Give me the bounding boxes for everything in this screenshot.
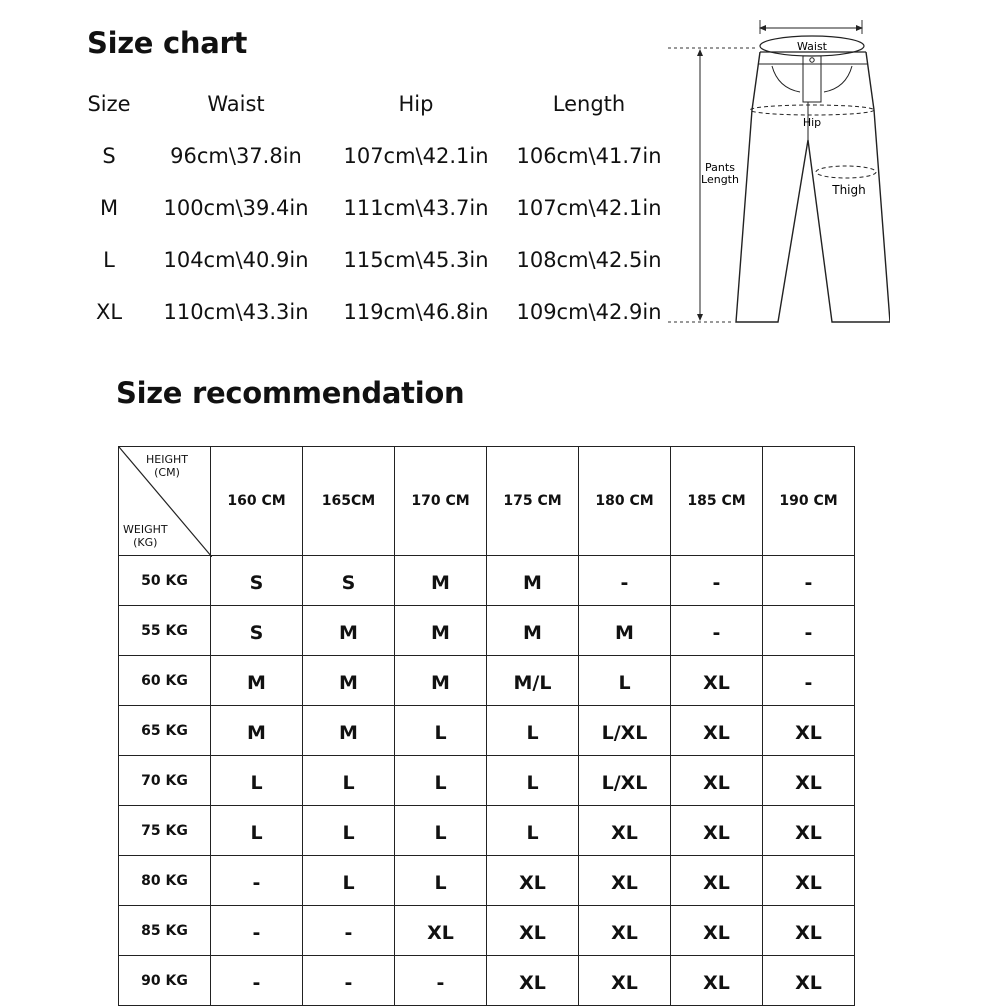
size-recommendation-cell: L [395,856,487,906]
size-recommendation-cell: L [303,806,395,856]
size-recommendation-cell: - [211,906,303,956]
thigh-label: Thigh [832,183,866,197]
size-recommendation-cell: XL [763,906,855,956]
weight-cell: 65 KG [119,706,211,756]
size-cell: L [103,248,115,272]
height-header-cell: 180 CM [579,447,671,556]
size-recommendation-cell: XL [671,956,763,1006]
header-size: Size [87,92,131,116]
size-recommendation-cell: M [487,556,579,606]
size-recommendation-cell: M [395,556,487,606]
size-recommendation-cell: - [671,556,763,606]
length-cell: 106cm\41.7in [516,144,662,168]
recommendation-rows [119,556,855,1006]
size-row-xl [78,300,678,352]
hip-cell: 119cm\46.8in [343,300,489,324]
waist-cell: 100cm\39.4in [163,196,309,220]
length-cell: 108cm\42.5in [516,248,662,272]
size-recommendation-cell: L/XL [579,756,671,806]
size-recommendation-title: Size recommendation [116,376,465,410]
corner-header-cell [119,447,211,556]
size-chart-table [78,92,678,352]
length-cell: 107cm\42.1in [516,196,662,220]
size-recommendation-cell: XL [395,906,487,956]
weight-row [119,906,855,956]
size-recommendation-cell: XL [579,906,671,956]
pants-diagram [664,14,890,334]
size-row-s [78,144,678,196]
corner-height-unit: (CM) [154,466,180,479]
size-recommendation-cell: L [579,656,671,706]
size-recommendation-cell: - [763,656,855,706]
weight-row [119,856,855,906]
height-header-cell: 190 CM [763,447,855,556]
waist-cell: 110cm\43.3in [163,300,309,324]
header-length: Length [552,92,626,116]
height-header-cell: 175 CM [487,447,579,556]
size-recommendation-cell: - [303,906,395,956]
size-recommendation-cell: L [395,756,487,806]
size-chart-title: Size chart [87,26,248,60]
hip-label: Hip [802,116,822,129]
size-recommendation-cell: M [303,606,395,656]
size-row-m [78,196,678,248]
size-recommendation-cell: XL [763,956,855,1006]
length-cell: 109cm\42.9in [516,300,662,324]
weight-cell: 75 KG [119,806,211,856]
size-recommendation-cell: XL [671,656,763,706]
size-recommendation-cell: XL [671,856,763,906]
size-recommendation-cell: - [763,606,855,656]
size-recommendation-cell: - [671,606,763,656]
size-recommendation-cell: XL [579,856,671,906]
size-recommendation-cell: XL [671,756,763,806]
corner-weight-unit: (KG) [133,536,158,549]
size-recommendation-cell: L [211,756,303,806]
weight-row [119,956,855,1006]
header-waist: Waist [207,92,265,116]
size-recommendation-cell: M [211,656,303,706]
hip-cell: 107cm\42.1in [343,144,489,168]
size-recommendation-cell: - [211,956,303,1006]
size-recommendation-cell: XL [579,806,671,856]
size-recommendation-cell: S [303,556,395,606]
size-recommendation-cell: M [303,706,395,756]
size-recommendation-cell: L [487,806,579,856]
weight-row [119,556,855,606]
height-header-row [119,447,855,556]
size-recommendation-cell: XL [579,956,671,1006]
size-row-l [78,248,678,300]
weight-cell: 50 KG [119,556,211,606]
size-cell: XL [95,300,123,324]
weight-row [119,606,855,656]
weight-cell: 90 KG [119,956,211,1006]
waist-cell: 96cm\37.8in [170,144,302,168]
size-recommendation-cell: XL [671,706,763,756]
size-recommendation-cell: - [211,856,303,906]
size-recommendation-cell: XL [763,856,855,906]
size-recommendation-cell: L [211,806,303,856]
waist-cell: 104cm\40.9in [163,248,309,272]
size-recommendation-cell: M [395,606,487,656]
weight-row [119,706,855,756]
size-recommendation-cell: M/L [487,656,579,706]
size-recommendation-cell: L [487,706,579,756]
corner-weight-label [123,523,168,549]
header-hip: Hip [398,92,434,116]
hip-cell: 115cm\45.3in [343,248,489,272]
height-header-cell: 185 CM [671,447,763,556]
size-recommendation-cell: XL [487,906,579,956]
waist-label: Waist [796,40,828,53]
weight-cell: 55 KG [119,606,211,656]
size-recommendation-cell: S [211,606,303,656]
corner-weight-text: WEIGHT [123,523,168,536]
size-recommendation-cell: M [395,656,487,706]
size-recommendation-cell: M [211,706,303,756]
size-recommendation-cell: L/XL [579,706,671,756]
size-cell: M [99,196,119,220]
size-cell: S [102,144,116,168]
weight-row [119,756,855,806]
size-recommendation-cell: L [395,806,487,856]
size-recommendation-cell: - [303,956,395,1006]
corner-height-label [146,453,188,479]
size-recommendation-cell: XL [763,756,855,806]
corner-height-text: HEIGHT [146,453,188,466]
weight-row [119,656,855,706]
weight-cell: 85 KG [119,906,211,956]
pants-length-label-1: Pants [705,161,735,174]
weight-cell: 80 KG [119,856,211,906]
weight-row [119,806,855,856]
weight-cell: 70 KG [119,756,211,806]
size-recommendation-cell: L [303,856,395,906]
size-recommendation-cell: XL [763,706,855,756]
hip-cell: 111cm\43.7in [343,196,489,220]
size-recommendation-cell: M [303,656,395,706]
height-header-cell: 170 CM [395,447,487,556]
size-recommendation-cell: XL [671,906,763,956]
size-recommendation-cell: M [487,606,579,656]
size-recommendation-cell: L [487,756,579,806]
size-recommendation-cell: XL [487,956,579,1006]
size-recommendation-cell: L [395,706,487,756]
size-recommendation-cell: XL [487,856,579,906]
height-header-cell: 165CM [303,447,395,556]
weight-cell: 60 KG [119,656,211,706]
size-recommendation-cell: L [303,756,395,806]
size-recommendation-cell: XL [671,806,763,856]
size-recommendation-cell: XL [763,806,855,856]
size-recommendation-cell: - [395,956,487,1006]
height-header-cell: 160 CM [211,447,303,556]
size-recommendation-cell: - [763,556,855,606]
size-recommendation-cell: - [579,556,671,606]
size-chart-header-row [78,92,678,144]
pants-length-label-2: Length [701,173,739,186]
size-recommendation-cell: S [211,556,303,606]
size-recommendation-table [118,446,855,1006]
size-recommendation-cell: M [579,606,671,656]
